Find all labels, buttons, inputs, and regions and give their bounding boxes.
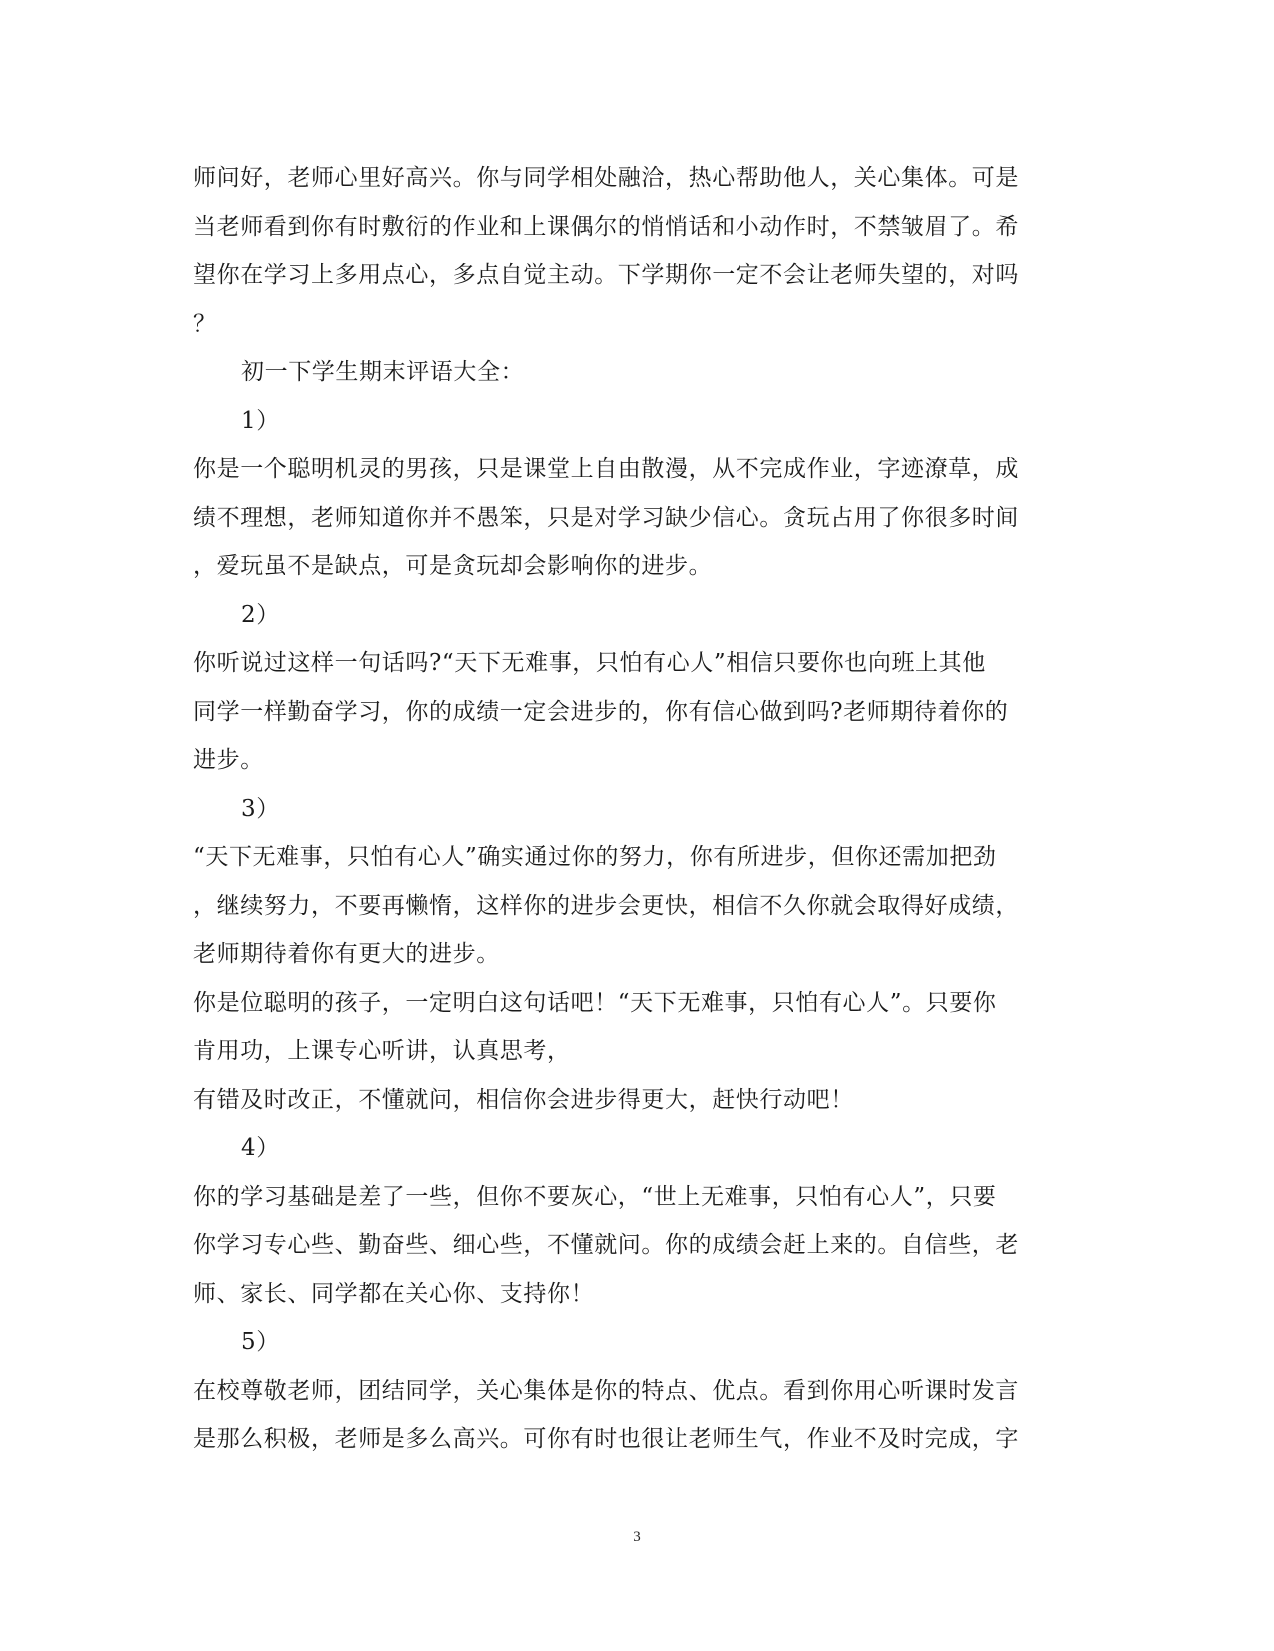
text-line: 你听说过这样一句话吗?“天下无难事，只怕有心人”相信只要你也向班上其他	[193, 650, 986, 676]
text-line: 是那么积极，老师是多么高兴。可你有时也很让老师生气，作业不及时完成，字	[193, 1426, 1019, 1452]
text-line: 5）	[241, 1329, 280, 1355]
text-line: 你是位聪明的孩子，一定明白这句话吧！“天下无难事，只怕有心人”。只要你	[193, 989, 997, 1016]
text-line: 肯用功，上课专心听讲，认真思考，	[193, 1038, 571, 1064]
text-line: ，继续努力，不要再懒惰，这样你的进步会更快，相信不久你就会取得好成绩，	[193, 892, 1019, 919]
text-line: “天下无难事，只怕有心人”确实通过你的努力，你有所进步，但你还需加把劲	[193, 844, 997, 870]
text-line: 进步。	[193, 747, 264, 773]
text-line: 有错及时改正，不懂就问，相信你会进步得更大，赶快行动吧！	[193, 1086, 854, 1113]
text-line: 当老师看到你有时敷衍的作业和上课偶尔的悄悄话和小动作时，不禁皱眉了。希	[193, 213, 1019, 240]
text-line: 1）	[241, 407, 280, 434]
text-line: 2）	[241, 601, 280, 628]
page-number: 3	[633, 1529, 641, 1545]
text-line: 师问好，老师心里好高兴。你与同学相处融洽，热心帮助他人，关心集体。可是	[193, 165, 1019, 191]
text-line: 绩不理想，老师知道你并不愚笨，只是对学习缺少信心。贪玩占用了你很多时间	[193, 504, 1019, 531]
text-line: 你是一个聪明机灵的男孩，只是课堂上自由散漫，从不完成作业，字迹潦草，成	[193, 456, 1019, 482]
text-line: 初一下学生期末评语大全：	[241, 359, 525, 385]
text-line: 4）	[241, 1135, 280, 1161]
text-line: ？	[193, 310, 217, 337]
body-text	[193, 154, 1073, 1464]
text-line: 在校尊敬老师，团结同学，关心集体是你的特点、优点。看到你用心听课时发言	[193, 1377, 1019, 1404]
text-line: 师、家长、同学都在关心你、支持你！	[193, 1280, 595, 1307]
text-line: 你学习专心些、勤奋些、细心些，不懂就问。你的成绩会赶上来的。自信些，老	[193, 1232, 1019, 1258]
text-line: 你的学习基础是差了一些，但你不要灰心，“世上无难事，只怕有心人”，只要	[193, 1183, 997, 1210]
text-line: 望你在学习上多用点心，多点自觉主动。下学期你一定不会让老师失望的，对吗	[193, 262, 1019, 288]
text-line: 同学一样勤奋学习，你的成绩一定会进步的，你有信心做到吗?老师期待着你的	[193, 698, 1009, 725]
text-line: 老师期待着你有更大的进步。	[193, 941, 500, 967]
text-line: 3）	[241, 795, 280, 822]
text-line: ，爱玩虽不是缺点，可是贪玩却会影响你的进步。	[193, 553, 713, 579]
